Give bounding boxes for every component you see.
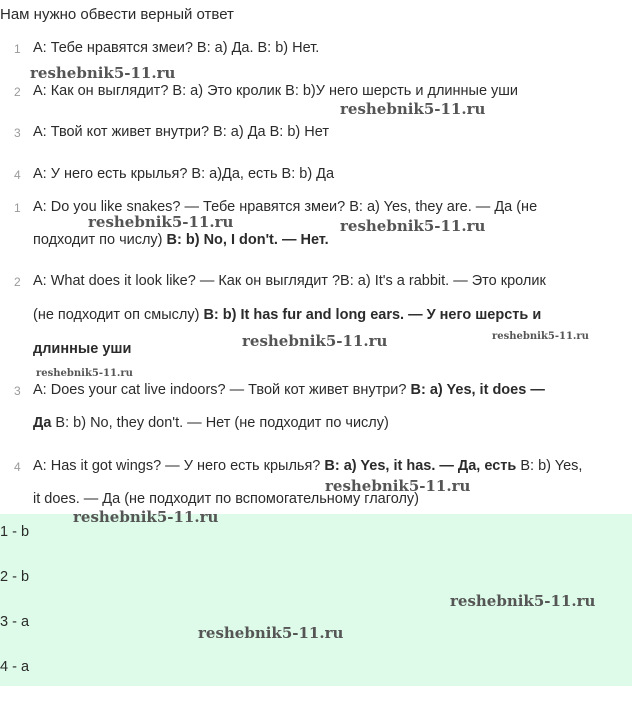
explanation-line: A: Do you like snakes? — Тебе нравятся змеи? B: a) Yes, they are. — Да (не bbox=[33, 199, 538, 215]
correct-answer: длинные уши bbox=[33, 341, 132, 357]
watermark: reshebnik5-11.ru bbox=[242, 332, 388, 350]
correct-answer: Да bbox=[33, 415, 52, 431]
explanation-line bbox=[33, 458, 582, 474]
task-text: A: Тебе нравятся змеи? B: a) Да. B: b) Нет. bbox=[33, 40, 320, 56]
explanation-line: it does. — Да (не подходит по вспомогательному глаголу) bbox=[33, 491, 419, 507]
page-title: Нам нужно обвести верный ответ bbox=[0, 6, 234, 23]
task-number: 2 bbox=[14, 85, 21, 99]
task-number: 1 bbox=[14, 42, 21, 56]
explanation-text: B: b) No, they don't. — Нет (не подходит по числу) bbox=[51, 415, 389, 431]
explanation-text: B: b) Yes, bbox=[516, 458, 583, 474]
explanation-line bbox=[33, 415, 389, 431]
task-number: 4 bbox=[14, 168, 21, 182]
explanation-line: A: What does it look like? — Как он выглядит ?B: a) It's a rabbit. — Это кролик bbox=[33, 273, 546, 289]
watermark: reshebnik5-11.ru bbox=[198, 624, 344, 642]
watermark: reshebnik5-11.ru bbox=[88, 213, 234, 231]
watermark: reshebnik5-11.ru bbox=[36, 368, 133, 379]
explanation-text: подходит по числу) bbox=[33, 232, 167, 248]
answer-item: 1 - b bbox=[0, 524, 30, 540]
explanation-line bbox=[33, 232, 329, 248]
answer-item: 4 - a bbox=[0, 659, 30, 675]
task-text: A: У него есть крылья? B: a)Да, есть B: b) Да bbox=[33, 166, 335, 182]
correct-answer: B: b) It has fur and long ears. — У него шерсть и bbox=[203, 307, 542, 323]
explanation-line bbox=[33, 382, 545, 398]
correct-answer: B: a) Yes, it does — bbox=[410, 382, 545, 398]
explanation-number: 3 bbox=[14, 384, 21, 398]
watermark: reshebnik5-11.ru bbox=[450, 592, 596, 610]
correct-answer: B: b) No, I don't. — Нет. bbox=[166, 232, 329, 248]
watermark: reshebnik5-11.ru bbox=[73, 508, 219, 526]
explanation-text: A: Has it got wings? — У него есть крылья? bbox=[33, 458, 325, 474]
explanation-number: 1 bbox=[14, 201, 21, 215]
watermark: reshebnik5-11.ru bbox=[340, 100, 486, 118]
explanation-text: (не подходит оп смыслу) bbox=[33, 307, 204, 323]
answer-item: 3 - a bbox=[0, 614, 30, 630]
explanation-number: 2 bbox=[14, 275, 21, 289]
watermark: reshebnik5-11.ru bbox=[30, 64, 176, 82]
correct-answer: B: a) Yes, it has. — Да, есть bbox=[324, 458, 517, 474]
watermark: reshebnik5-11.ru bbox=[492, 331, 589, 342]
explanation-text: A: Does your cat live indoors? — Твой кот живет внутри? bbox=[33, 382, 411, 398]
answer-item: 2 - b bbox=[0, 569, 30, 585]
task-text: A: Твой кот живет внутри? B: a) Да B: b) Нет bbox=[33, 124, 329, 140]
watermark: reshebnik5-11.ru bbox=[325, 477, 471, 495]
task-number: 3 bbox=[14, 126, 21, 140]
task-text: A: Как он выглядит? B: a) Это кролик B: b)У него шерсть и длинные уши bbox=[33, 83, 519, 99]
explanation-line bbox=[33, 307, 541, 323]
watermark: reshebnik5-11.ru bbox=[340, 217, 486, 235]
explanation-number: 4 bbox=[14, 460, 21, 474]
